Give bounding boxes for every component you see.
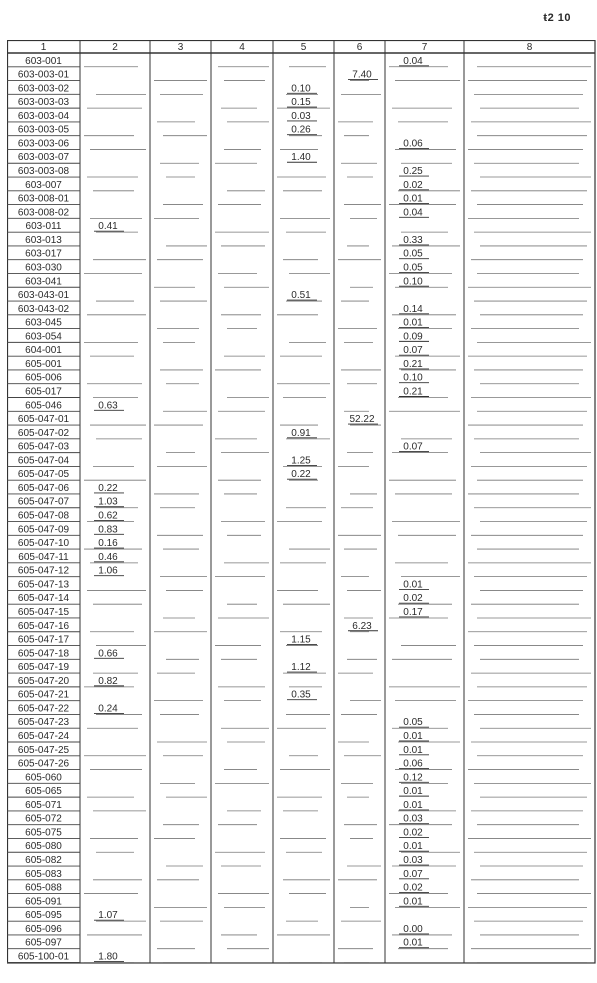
item-code: 605-047-11 xyxy=(18,551,69,563)
cell-value: 1.03 xyxy=(98,496,118,508)
item-code: 605-047-08 xyxy=(17,510,70,522)
item-code: 605-083 xyxy=(25,868,62,880)
item-code: 605-096 xyxy=(25,923,62,935)
column-header: 2 xyxy=(112,42,118,53)
cell-value: 0.22 xyxy=(291,469,311,481)
item-code: 605-080 xyxy=(25,841,62,853)
item-code: 605-072 xyxy=(25,813,62,825)
item-code: 605-047-05 xyxy=(17,469,70,481)
cell-value: 7.40 xyxy=(352,69,372,81)
cell-value: 0.07 xyxy=(403,441,423,453)
item-code: 605-047-06 xyxy=(17,482,70,494)
item-code: 605-091 xyxy=(25,896,62,908)
cell-value: 0.82 xyxy=(98,675,118,687)
item-code: 605-060 xyxy=(25,772,62,784)
item-code: 603-003-05 xyxy=(17,124,70,136)
item-code: 603-008-02 xyxy=(17,207,70,219)
item-code: 605-047-19 xyxy=(17,662,70,674)
cell-value: 0.24 xyxy=(98,703,118,715)
column-header: 1 xyxy=(40,42,47,53)
cell-value: 0.15 xyxy=(291,97,311,109)
item-code: 605-006 xyxy=(25,372,62,384)
item-code: 603-003-04 xyxy=(17,110,70,122)
item-code: 605-100-01 xyxy=(17,951,70,963)
cell-value: 0.33 xyxy=(403,234,423,246)
item-code: 605-047-07 xyxy=(17,496,70,508)
item-code: 605-088 xyxy=(25,882,62,894)
column-header: 7 xyxy=(421,42,428,53)
cell-value: 0.07 xyxy=(403,868,423,880)
item-code: 603-043-02 xyxy=(17,303,70,315)
item-code: 603-003-03 xyxy=(17,97,70,109)
cell-value: 0.03 xyxy=(403,813,423,825)
item-code: 603-003-08 xyxy=(17,166,70,178)
ledger-table xyxy=(7,40,597,966)
cell-value: 0.10 xyxy=(403,372,423,384)
cell-value: 0.17 xyxy=(403,606,423,618)
cell-value: 1.12 xyxy=(291,662,311,674)
cell-value: 0.01 xyxy=(403,731,423,742)
item-code: 603-017 xyxy=(25,248,62,260)
item-code: 603-043-01 xyxy=(17,290,70,302)
item-code: 605-065 xyxy=(25,786,62,798)
cell-value: 0.83 xyxy=(98,524,118,536)
cell-value: 0.51 xyxy=(291,290,311,302)
item-code: 603-003-01 xyxy=(17,69,70,81)
cell-value: 0.21 xyxy=(403,358,423,370)
cell-value: 52.22 xyxy=(349,414,375,426)
cell-value: 1.07 xyxy=(98,910,118,922)
cell-value: 0.62 xyxy=(98,510,118,522)
item-code: 603-003-02 xyxy=(17,83,70,95)
item-code: 605-047-16 xyxy=(17,620,70,632)
item-code: 605-097 xyxy=(25,937,62,949)
cell-value: 0.06 xyxy=(403,138,423,150)
item-code: 603-041 xyxy=(25,276,62,288)
cell-value: 0.01 xyxy=(403,841,423,853)
item-code: 603-013 xyxy=(25,234,62,246)
cell-value: 0.16 xyxy=(98,538,118,550)
item-code: 605-047-04 xyxy=(17,455,70,467)
item-code: 605-047-17 xyxy=(17,634,70,646)
cell-value: 1.06 xyxy=(98,565,118,577)
item-code: 603-011 xyxy=(25,221,62,233)
item-code: 605-071 xyxy=(25,799,62,811)
item-code: 603-030 xyxy=(25,262,62,274)
cell-value: 0.05 xyxy=(403,717,423,729)
item-code: 603-003-07 xyxy=(17,152,70,164)
cell-value: 0.41 xyxy=(98,221,118,233)
item-code: 605-047-26 xyxy=(17,758,70,770)
cell-value: 0.01 xyxy=(403,799,423,811)
item-code: 604-001 xyxy=(25,345,62,357)
cell-value: 0.01 xyxy=(403,579,423,591)
item-code: 605-017 xyxy=(25,386,62,398)
item-code: 603-054 xyxy=(25,331,62,343)
item-code: 603-003-06 xyxy=(17,138,70,150)
cell-value: 0.91 xyxy=(291,427,311,439)
cell-value: 0.21 xyxy=(403,386,423,398)
column-header: 4 xyxy=(239,42,245,53)
cell-value: 0.01 xyxy=(403,786,423,798)
cell-value: 0.03 xyxy=(291,110,311,122)
column-header: 8 xyxy=(526,42,533,53)
item-code: 605-047-25 xyxy=(17,744,70,756)
cell-value: 0.02 xyxy=(403,827,423,839)
cell-value: 1.15 xyxy=(291,634,311,646)
cell-value: 0.10 xyxy=(291,83,311,95)
cell-value: 0.01 xyxy=(403,937,423,949)
item-code: 605-001 xyxy=(25,358,62,370)
cell-value: 0.05 xyxy=(403,262,423,274)
item-code: 605-047-09 xyxy=(17,524,70,536)
column-header: 5 xyxy=(300,42,307,53)
item-code: 605-047-12 xyxy=(17,565,70,577)
column-header: 3 xyxy=(177,42,184,53)
item-code: 603-008-01 xyxy=(17,193,70,205)
cell-value: 0.01 xyxy=(403,317,423,329)
cell-value: 0.63 xyxy=(98,400,118,412)
cell-value: 0.05 xyxy=(403,248,423,260)
item-code: 605-075 xyxy=(25,827,62,839)
cell-value: 0.12 xyxy=(403,772,423,784)
cell-value: 0.06 xyxy=(403,758,423,770)
item-code: 605-046 xyxy=(25,400,62,412)
cell-value: 0.14 xyxy=(403,303,423,315)
item-code: 605-047-02 xyxy=(17,427,70,439)
page-number: ŧ2 10 xyxy=(543,12,571,24)
item-code: 605-047-13 xyxy=(17,579,70,591)
item-code: 603-007 xyxy=(25,179,62,191)
item-code: 605-047-22 xyxy=(17,703,70,715)
cell-value: 0.35 xyxy=(291,689,311,701)
item-code: 603-001 xyxy=(25,55,62,67)
cell-value: 0.00 xyxy=(403,923,423,935)
cell-value: 0.02 xyxy=(403,179,423,191)
cell-value: 0.25 xyxy=(403,166,423,178)
item-code: 605-047-03 xyxy=(17,441,70,453)
cell-value: 0.01 xyxy=(403,896,423,908)
cell-value: 0.04 xyxy=(403,207,423,219)
cell-value: 0.03 xyxy=(403,855,423,867)
cell-value: 0.22 xyxy=(98,482,118,494)
cell-value: 6.23 xyxy=(352,620,372,632)
cell-value: 1.40 xyxy=(291,152,311,164)
item-code: 605-047-24 xyxy=(17,731,70,742)
cell-value: 0.02 xyxy=(403,593,423,605)
cell-value: 1.80 xyxy=(98,951,118,963)
item-code: 605-047-15 xyxy=(17,606,70,618)
cell-value: 1.25 xyxy=(291,455,311,467)
cell-value: 0.66 xyxy=(98,648,118,660)
cell-value: 0.46 xyxy=(98,551,118,563)
column-header: 6 xyxy=(356,42,363,53)
cell-value: 0.01 xyxy=(403,744,423,756)
item-code: 605-047-21 xyxy=(17,689,70,701)
item-code: 605-047-20 xyxy=(17,675,70,687)
cell-value: 0.04 xyxy=(403,55,423,67)
item-code: 605-047-10 xyxy=(17,538,70,550)
item-code: 603-045 xyxy=(25,317,62,329)
item-code: 605-082 xyxy=(25,855,62,867)
item-code: 605-047-14 xyxy=(17,593,70,605)
item-code: 605-047-01 xyxy=(17,414,70,426)
cell-value: 0.10 xyxy=(403,276,423,288)
item-code: 605-047-18 xyxy=(17,648,70,660)
cell-value: 0.01 xyxy=(403,193,423,205)
item-code: 605-047-23 xyxy=(17,717,70,729)
cell-value: 0.26 xyxy=(291,124,311,136)
cell-value: 0.09 xyxy=(403,331,423,343)
item-code: 605-095 xyxy=(25,910,62,922)
cell-value: 0.07 xyxy=(403,345,423,357)
cell-value: 0.02 xyxy=(403,882,423,894)
